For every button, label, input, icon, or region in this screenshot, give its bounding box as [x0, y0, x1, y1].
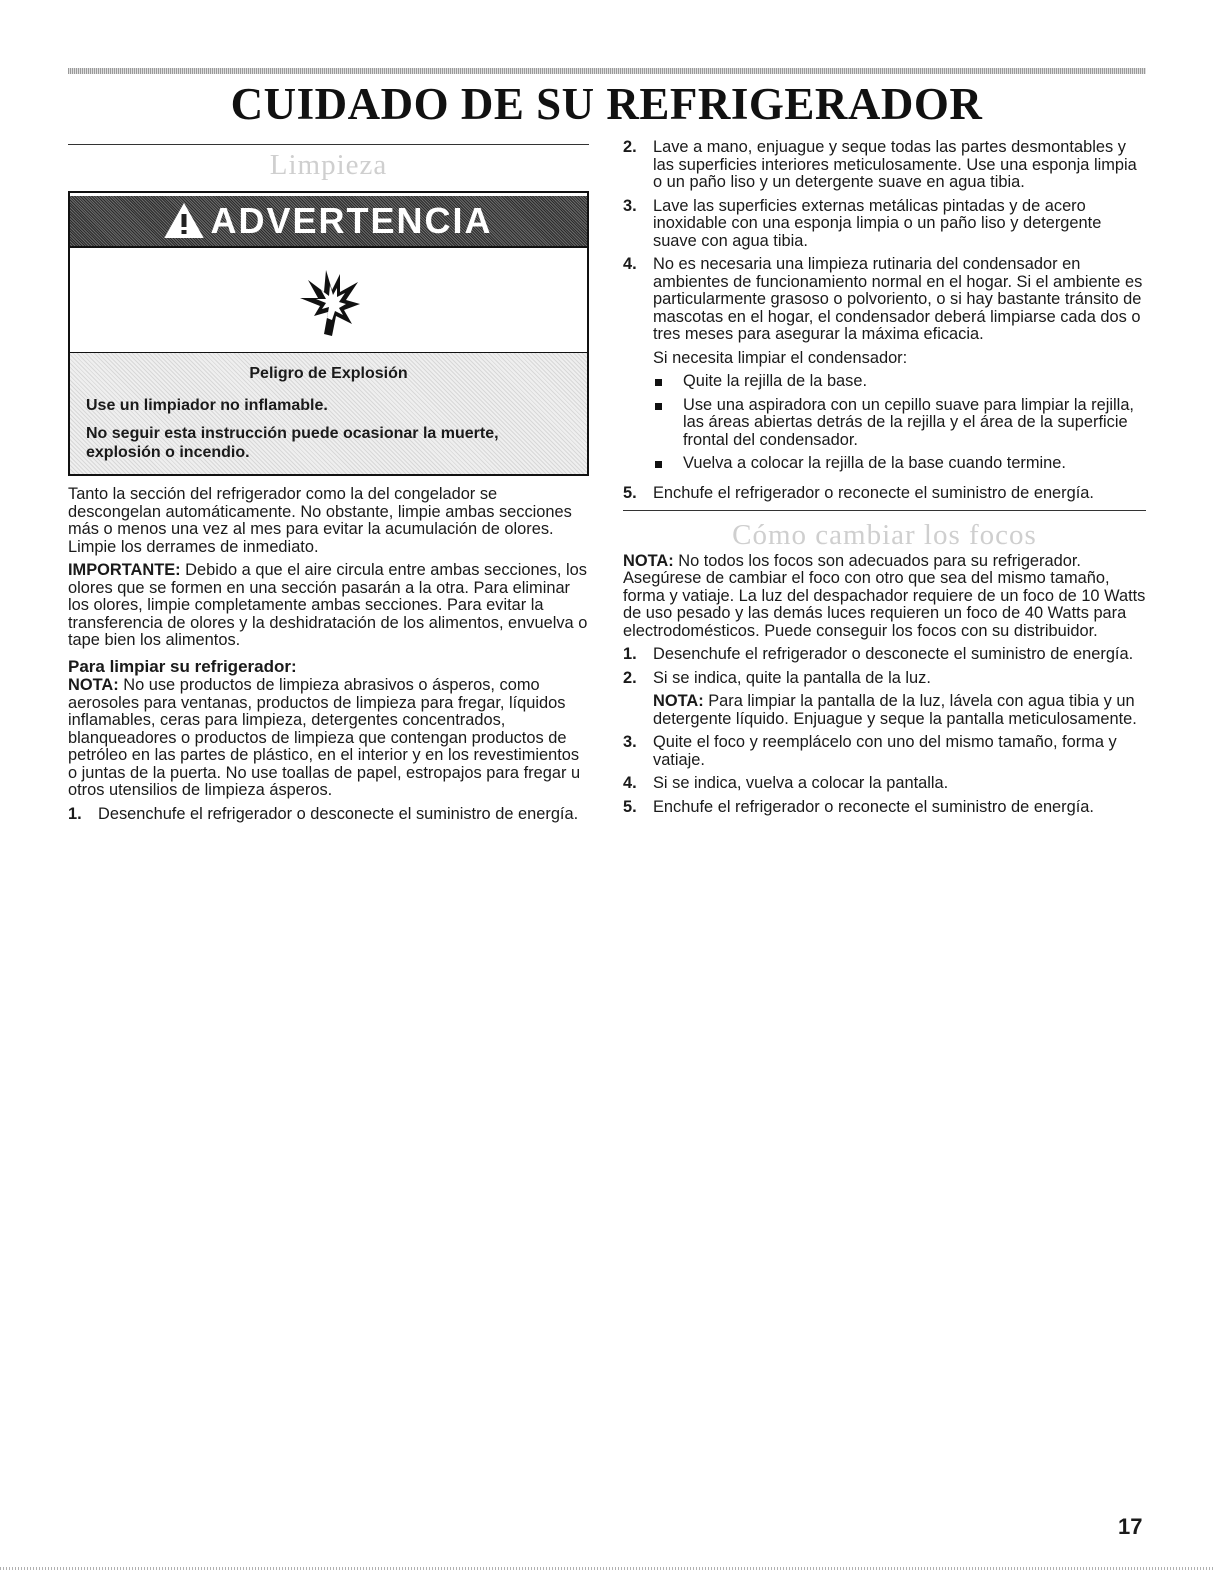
step-number: 4.: [623, 255, 637, 273]
list-item: [68, 806, 589, 824]
left-column: [68, 144, 589, 829]
note-label: NOTA:: [68, 676, 119, 694]
important-paragraph: [68, 562, 589, 650]
hazard-label: Peligro de Explosión: [249, 364, 408, 382]
condenser-intro: Si necesita limpiar el condensador:: [653, 348, 908, 367]
list-item: [623, 256, 1146, 479]
bullet-icon: [653, 373, 683, 391]
bullet-text: Use una aspiradora con un cepillo suave para limpiar la rejilla, las áreas abiertas detrás de la rejilla y el área de la superficie frontal del condensador.: [683, 395, 1134, 449]
section-divider: [623, 510, 1146, 511]
section-divider: [68, 144, 589, 145]
list-item: [623, 734, 1146, 769]
step-number: 3.: [623, 196, 637, 215]
step-text: Quite el foco y reemplácelo con uno del mismo tamaño, forma y vatiaje.: [653, 733, 1117, 769]
step-text: No es necesaria una limpieza rutinaria del condensador en ambientes de funcionamiento normal en el hogar. Si el ambiente es particularmente grasoso o polvoriento, o si hay bastante tránsito de mascotas en el hogar, el condensador deberá limpiarse cada dos o tres meses para asegurar la máxima eficacia.: [653, 255, 1143, 343]
step-number: 5.: [623, 483, 637, 502]
explosion-icon: [294, 260, 364, 340]
list-item: [623, 198, 1146, 251]
bottom-rule: [0, 1567, 1213, 1570]
step-text: Enchufe el refrigerador o reconecte el suministro de energía.: [653, 797, 1094, 816]
page-number: 17: [1118, 1514, 1143, 1539]
list-item: [623, 139, 1146, 192]
step-text: Desenchufe el refrigerador o desconecte el suministro de energía.: [653, 645, 1134, 663]
bullet-text: Vuelva a colocar la rejilla de la base cuando termine.: [683, 454, 1066, 472]
warning-line-1: Use un limpiador no inflamable.: [86, 397, 328, 414]
important-label: IMPORTANTE:: [68, 561, 181, 579]
step-text: Si se indica, quite la pantalla de la luz.: [653, 668, 931, 687]
bullet-item: [653, 373, 1146, 391]
warning-line-2: No seguir esta instrucción puede ocasionar la muerte, explosión o incendio.: [86, 425, 499, 461]
cleaning-subheading: Para limpiar su refrigerador:: [68, 656, 297, 676]
list-item: [623, 670, 1146, 729]
cleaning-note: [68, 677, 589, 800]
step-number: 4.: [623, 774, 637, 792]
bulbs-note: [623, 553, 1146, 641]
step-number: 1.: [68, 804, 82, 823]
warning-body: [70, 352, 587, 475]
top-rule: [68, 68, 1146, 74]
warning-symbol-area: [70, 246, 587, 352]
step-text-block: [653, 670, 1146, 729]
list-item: [623, 646, 1146, 664]
note-label: NOTA:: [653, 692, 704, 710]
bullet-item: [653, 455, 1146, 473]
list-item: [623, 485, 1146, 503]
bullet-item: [653, 397, 1146, 450]
step-number: 1.: [623, 645, 637, 663]
bullet-icon: [653, 397, 683, 450]
list-item: [623, 775, 1146, 793]
note-text: Para limpiar la pantalla de la luz, lávela con agua tibia y un detergente líquido. Enjuague y seque la pantalla meticulosamente.: [653, 692, 1137, 728]
page-title: CUIDADO DE SU REFRIGERADOR: [230, 79, 983, 129]
step-number: 2.: [623, 138, 637, 156]
step-text: Enchufe el refrigerador o reconecte el suministro de energía.: [653, 483, 1094, 502]
warning-box: [68, 191, 589, 477]
section-title-bulbs: Cómo cambiar los focos: [732, 519, 1037, 551]
step-number: 2.: [623, 668, 637, 687]
list-item: [623, 799, 1146, 817]
step-text: Lave a mano, enjuague y seque todas las partes desmontables y las superficies interiores meticulosamente. Use una esponja limpia o un paño liso y un detergente suave en agua tibia.: [653, 138, 1137, 191]
intro-paragraph: Tanto la sección del refrigerador como la del congelador se descongelan automáticamente. No obstante, limpie ambas secciones más o menos una vez al mes para evitar la acumulación de olores. Limpie los derrames de inmediato.: [68, 485, 572, 556]
warning-title: ADVERTENCIA: [210, 199, 493, 241]
warning-header: [70, 196, 587, 246]
step-text: Lave las superficies externas metálicas pintadas y de acero inoxidable con una esponja limpia o un paño liso y detergente suave con agua tibia.: [653, 196, 1102, 250]
note-label: NOTA:: [623, 551, 674, 570]
step-note: [653, 693, 1146, 728]
note-text: No todos los focos son adecuados para su refrigerador. Asegúrese de cambiar el foco con otro que sea del mismo tamaño, forma y vatiaje. La luz del despachador requiere de un foco de 10 Watts de uso pesado y las demás luces requieren un foco de 40 Watts para electrodomésticos. Puede conseguir los focos con su distribuidor.: [623, 551, 1146, 640]
step-number: 5.: [623, 797, 637, 816]
bullet-icon: [653, 455, 683, 473]
step-text-block: [653, 256, 1146, 479]
bullet-text: Quite la rejilla de la base.: [683, 372, 868, 390]
alert-triangle-icon: [164, 203, 204, 239]
right-column: [623, 139, 1146, 822]
step-text: Si se indica, vuelva a colocar la pantalla.: [653, 774, 949, 792]
note-text: No use productos de limpieza abrasivos o ásperos, como aerosoles para ventanas, productos de limpieza para fregar, líquidos inflamables, ceras para limpieza, detergentes concentrados, blanqueadores o productos de limpieza que contengan productos de petróleo en las partes de plástico, en el interior y en los revestimientos o juntas de la puerta. No use toallas de papel, estropajos para fregar u otros utensilios de limpieza ásperos.: [68, 676, 581, 799]
step-text: Desenchufe el refrigerador o desconecte el suministro de energía.: [98, 804, 579, 823]
section-title-cleaning: Limpieza: [269, 149, 388, 181]
step-number: 3.: [623, 733, 637, 751]
important-text: Debido a que el aire circula entre ambas secciones, los olores que se formen en una sección pasarán a la otra. Para eliminar los olores, limpie completamente ambas secciones. Para evitar la transferencia de olores y la deshidratación de los alimentos, envuelva o tape bien los alimentos.: [68, 561, 588, 649]
